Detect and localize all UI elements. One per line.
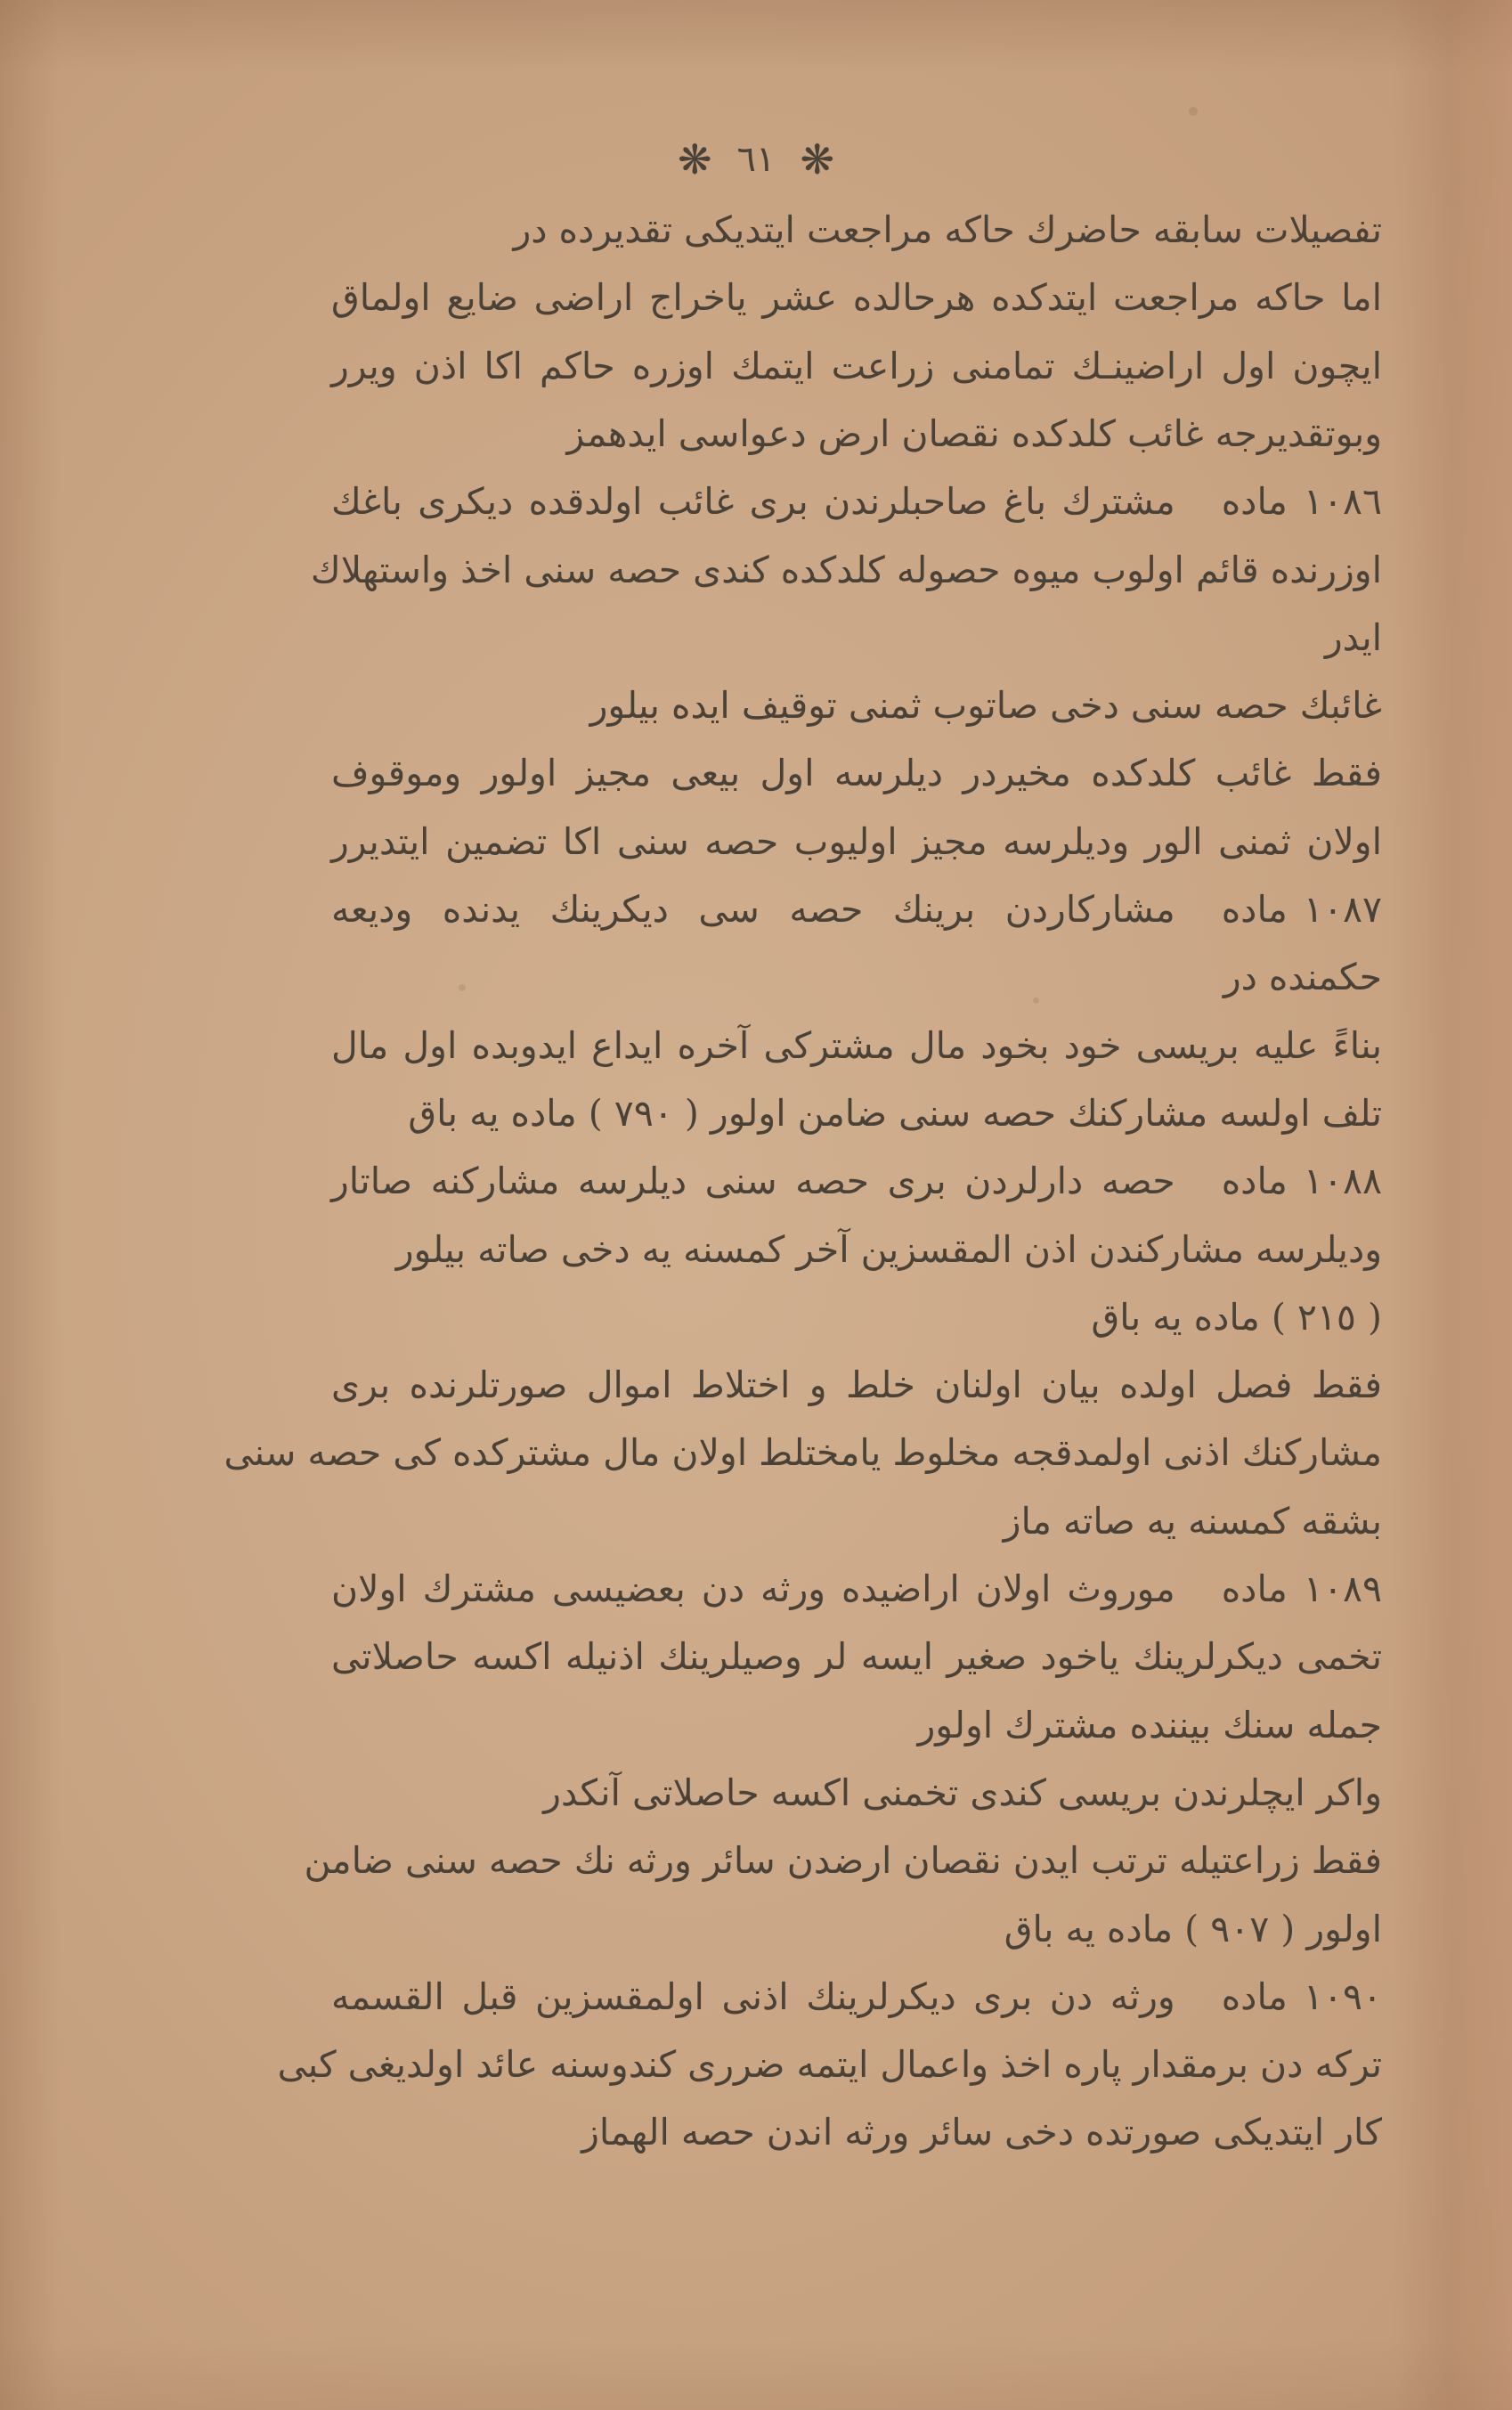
text-line: مشاركنك اذنى اولمدقجه مخلوط يامختلط اولان مال مشتركده كى حصه سنى bbox=[224, 1431, 1382, 1475]
text-line: غائبك حصه سنى دخى صاتوب ثمنى توقيف ايده بيلور bbox=[589, 684, 1382, 728]
text-line: اولور ( ٩٠٧ ) ماده يه باق bbox=[1004, 1907, 1382, 1950]
ornament-icon: ❋ bbox=[800, 134, 835, 183]
text-line: ايدر bbox=[1324, 615, 1382, 659]
article-label: ماده bbox=[1221, 1974, 1288, 2018]
text-line: اما حاكه مراجعت ايتدكده هرحالده عشر ياخراج اراضى ضايع اولماق bbox=[331, 276, 1382, 320]
ornament-icon: ❋ bbox=[677, 134, 712, 183]
text-line: حكمنده در bbox=[1223, 956, 1382, 999]
article-heading-line bbox=[331, 1555, 1382, 1623]
text-line: فقط غائب كلدكده مخيردر ديلرسه اول بيعى مجيز اولور وموقوف bbox=[331, 752, 1382, 795]
paper-stain bbox=[1033, 997, 1039, 1004]
paper-stain bbox=[459, 984, 466, 991]
text-line: واكر ايچلرندن بريسى كندى تخمنى اكسه حاصلاتى آنكدر bbox=[543, 1771, 1382, 1814]
article-heading-line bbox=[331, 468, 1382, 535]
article-text: حصه دارلردن برى حصه سنى ديلرسه مشاركنه صاتار bbox=[331, 1160, 1175, 1203]
article-number: ١٠٨٧ bbox=[1303, 888, 1382, 931]
text-line: اوزرنده قائم اولوب ميوه حصوله كلدكده كندى حصه سنى اخذ واستهلاك bbox=[310, 548, 1382, 591]
article-heading-line bbox=[331, 875, 1382, 943]
article-number: ١٠٨٩ bbox=[1303, 1567, 1382, 1610]
article-label: ماده bbox=[1221, 1160, 1288, 1203]
text-line: تفصيلات سابقه حاضرك حاكه مراجعت ايتديكى تقديرده در bbox=[513, 208, 1382, 251]
text-line: فقط فصل اولده بيان اولنان خلط و اختلاط اموال صورتلرنده برى bbox=[331, 1364, 1382, 1407]
text-line: وبوتقديرجه غائب كلدكده نقصان ارض دعواسى ايدهمز bbox=[566, 411, 1382, 455]
article-label: ماده bbox=[1221, 480, 1288, 524]
article-label: ماده bbox=[1221, 1567, 1288, 1610]
article-text: مشترك باغ صاحبلرندن برى غائب اولدقده ديكرى باغك bbox=[331, 480, 1175, 524]
text-line: تركه دن برمقدار پاره اخذ واعمال ايتمه ضررى كندوسنه عائد اولديغى كبى bbox=[277, 2043, 1382, 2087]
text-line: وديلرسه مشاركندن اذن المقسزين آخر كمسنه يه دخى صاته بيلور bbox=[395, 1227, 1382, 1271]
text-line: اولان ثمنى الور وديلرسه مجيز اوليوب حصه سنى اكا تضمين ايتديرر bbox=[331, 819, 1382, 863]
text-line: تلف اولسه مشاركنك حصه سنى ضامن اولور ( ٧٩٠ ) ماده يه باق bbox=[408, 1091, 1382, 1135]
text-line: فقط زراعتيله ترتب ايدن نقصان ارضدن سائر ورثه نك حصه سنى ضامن bbox=[304, 1839, 1382, 1883]
article-text: موروث اولان اراضيده ورثه دن بعضيسى مشترك اولان bbox=[331, 1567, 1175, 1610]
article-number: ١٠٨٦ bbox=[1303, 480, 1382, 524]
page-header bbox=[0, 134, 1512, 183]
article-heading-line bbox=[331, 1147, 1382, 1215]
text-line: ( ٢١٥ ) ماده يه باق bbox=[1091, 1295, 1382, 1339]
article-heading-line bbox=[331, 1963, 1382, 2031]
article-text: ورثه دن برى ديكرلرينك اذنى اولمقسزين قبل القسمه bbox=[331, 1974, 1175, 2018]
paper-stain bbox=[1189, 107, 1198, 116]
page-number: ٦١ bbox=[736, 138, 776, 180]
text-line: بناءً عليه بريسى خود بخود مال مشتركى آخره ايداع ايدوبده اول مال bbox=[331, 1023, 1382, 1067]
article-number: ١٠٨٨ bbox=[1303, 1160, 1382, 1203]
article-text: مشاركاردن برينك حصه سى ديكرينك يدنده وديعه bbox=[331, 888, 1175, 931]
article-number: ١٠٩٠ bbox=[1303, 1974, 1382, 2018]
text-line: تخمى ديكرلرينك ياخود صغير ايسه لر وصيلرينك اذنيله اكسه حاصلاتى bbox=[331, 1635, 1382, 1679]
text-line: كار ايتديكى صورتده دخى سائر ورثه اندن حصه الهماز bbox=[581, 2111, 1382, 2154]
text-line: بشقه كمسنه يه صاته ماز bbox=[1003, 1499, 1382, 1543]
text-line: جمله سنك بيننده مشترك اولور bbox=[917, 1703, 1382, 1746]
article-label: ماده bbox=[1221, 888, 1288, 931]
text-line: ايچون اول اراضينـك تمامنى زراعت ايتمك اوزره حاكم اكا اذن ويرر bbox=[331, 344, 1382, 387]
